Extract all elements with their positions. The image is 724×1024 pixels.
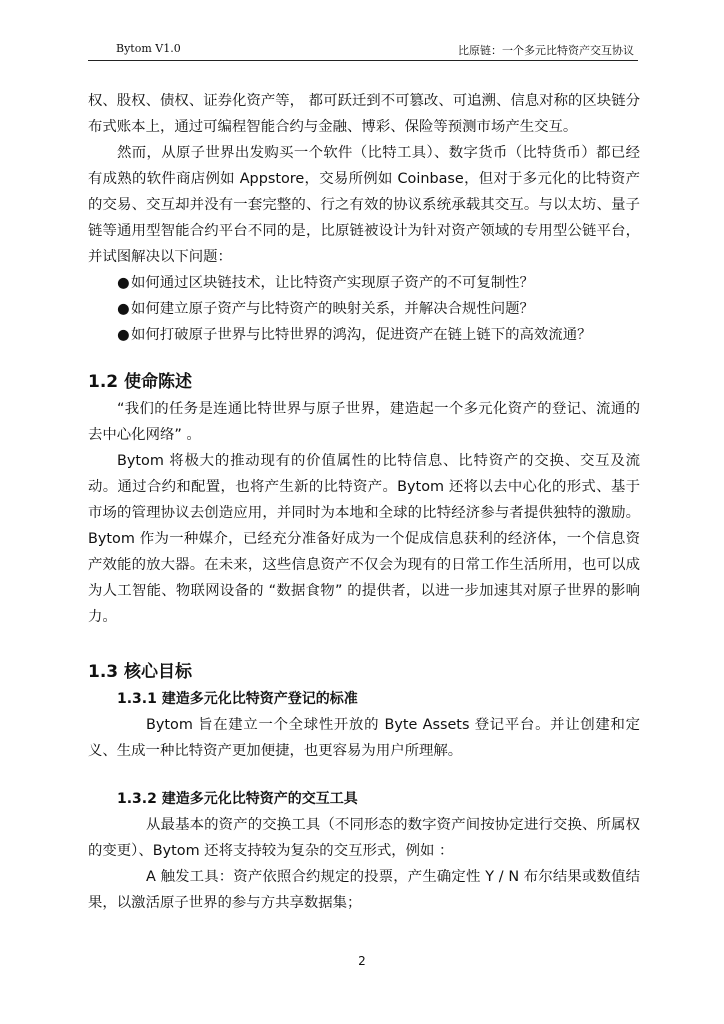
subsection-paragraph-1-3-2-b: A 触发工具：资产依照合约规定的投票，产生确定性 Y / N 布尔结果或数值结果，以激活原子世界的参与方共享数据集；: [88, 869, 640, 911]
section-heading-core-goals: 1.3 核心目标: [88, 662, 193, 682]
problem-list: [88, 270, 640, 348]
list-item: ● 如何打破原子世界与比特世界的鸿沟，促进资产在链上链下的高效流通？: [88, 322, 640, 348]
bullet-icon: ●: [117, 275, 130, 291]
mission-paragraph-2: Bytom 将极大的推动现有的价值属性的比特信息、比特资产的交换、交互及流动。通过合约和配置，也将产生新的比特资产。Bytom 还将以去中心化的形式、基于市场的管理协议去创造应用，并同时为本地和全球的比特经济参与者提供独特的激励。Bytom 作为一种媒介，已经充分准备好成为一个促成信息获利的经济体，一个信息资产效能的放大器。在未来，这些信息资产不仅会为现有的日常工作生活所用，也可以成为人工智能、物联网设备的 “数据食物” 的提供者，以进一步加速其对原子世界的影响力。: [88, 453, 640, 625]
list-item: ● 如何建立原子资产与比特资产的映射关系，并解决合规性问题？: [88, 296, 640, 322]
section-heading-mission: 1.2 使命陈述: [88, 372, 193, 392]
mission-paragraph-1: “我们的任务是连通比特世界与原子世界，建造起一个多元化资产的登记、流通的去中心化网络” 。: [88, 401, 640, 443]
page-body: [88, 88, 640, 916]
subsection-paragraph-1-3-2-a: 从最基本的资产的交换工具（不同形态的数字资产间按协定进行交换、所属权的变更）、Bytom 还将支持较为复杂的交互形式，例如 ：: [88, 817, 640, 859]
page-header: [88, 40, 638, 61]
bullet-icon: ●: [117, 301, 130, 317]
intro-paragraph-2: 然而，从原子世界出发购买一个软件（比特工具）、数字货币（比特货币）都已经有成熟的软件商店例如 Appstore，交易所例如 Coinbase，但对于多元化的比特资产的交易、交互却并没有一套完整的、行之有效的协议系统承载其交互。与以太坊、量子链等通用型智能合约平台不同的是，比原链被设计为针对资产领域的专用型公链平台，并试图解决以下问题：: [88, 145, 640, 265]
subsection-heading-1-3-1: 1.3.1 建造多元化比特资产登记的标准: [117, 691, 358, 707]
list-item: ● 如何通过区块链技术，让比特资产实现原子资产的不可复制性？: [88, 270, 640, 296]
page-number: 2: [358, 954, 366, 968]
subsection-heading-1-3-2: 1.3.2 建造多元化比特资产的交互工具: [117, 791, 358, 807]
bullet-icon: ●: [117, 327, 130, 343]
header-doc-title: 比原链：一个多元比特资产交互协议: [458, 44, 634, 57]
intro-paragraph-1: 权、股权、债权、证券化资产等， 都可跃迁到不可篡改、可追溯、信息对称的区块链分布式账本上，通过可编程智能合约与金融、博彩、保险等预测市场产生交互。: [88, 93, 640, 135]
subsection-paragraph-1-3-1: Bytom 旨在建立一个全球性开放的 Byte Assets 登记平台。并让创建和定义、生成一种比特资产更加便捷，也更容易为用户所理解。: [88, 717, 640, 759]
header-doc-version: Bytom V1.0: [116, 42, 181, 55]
